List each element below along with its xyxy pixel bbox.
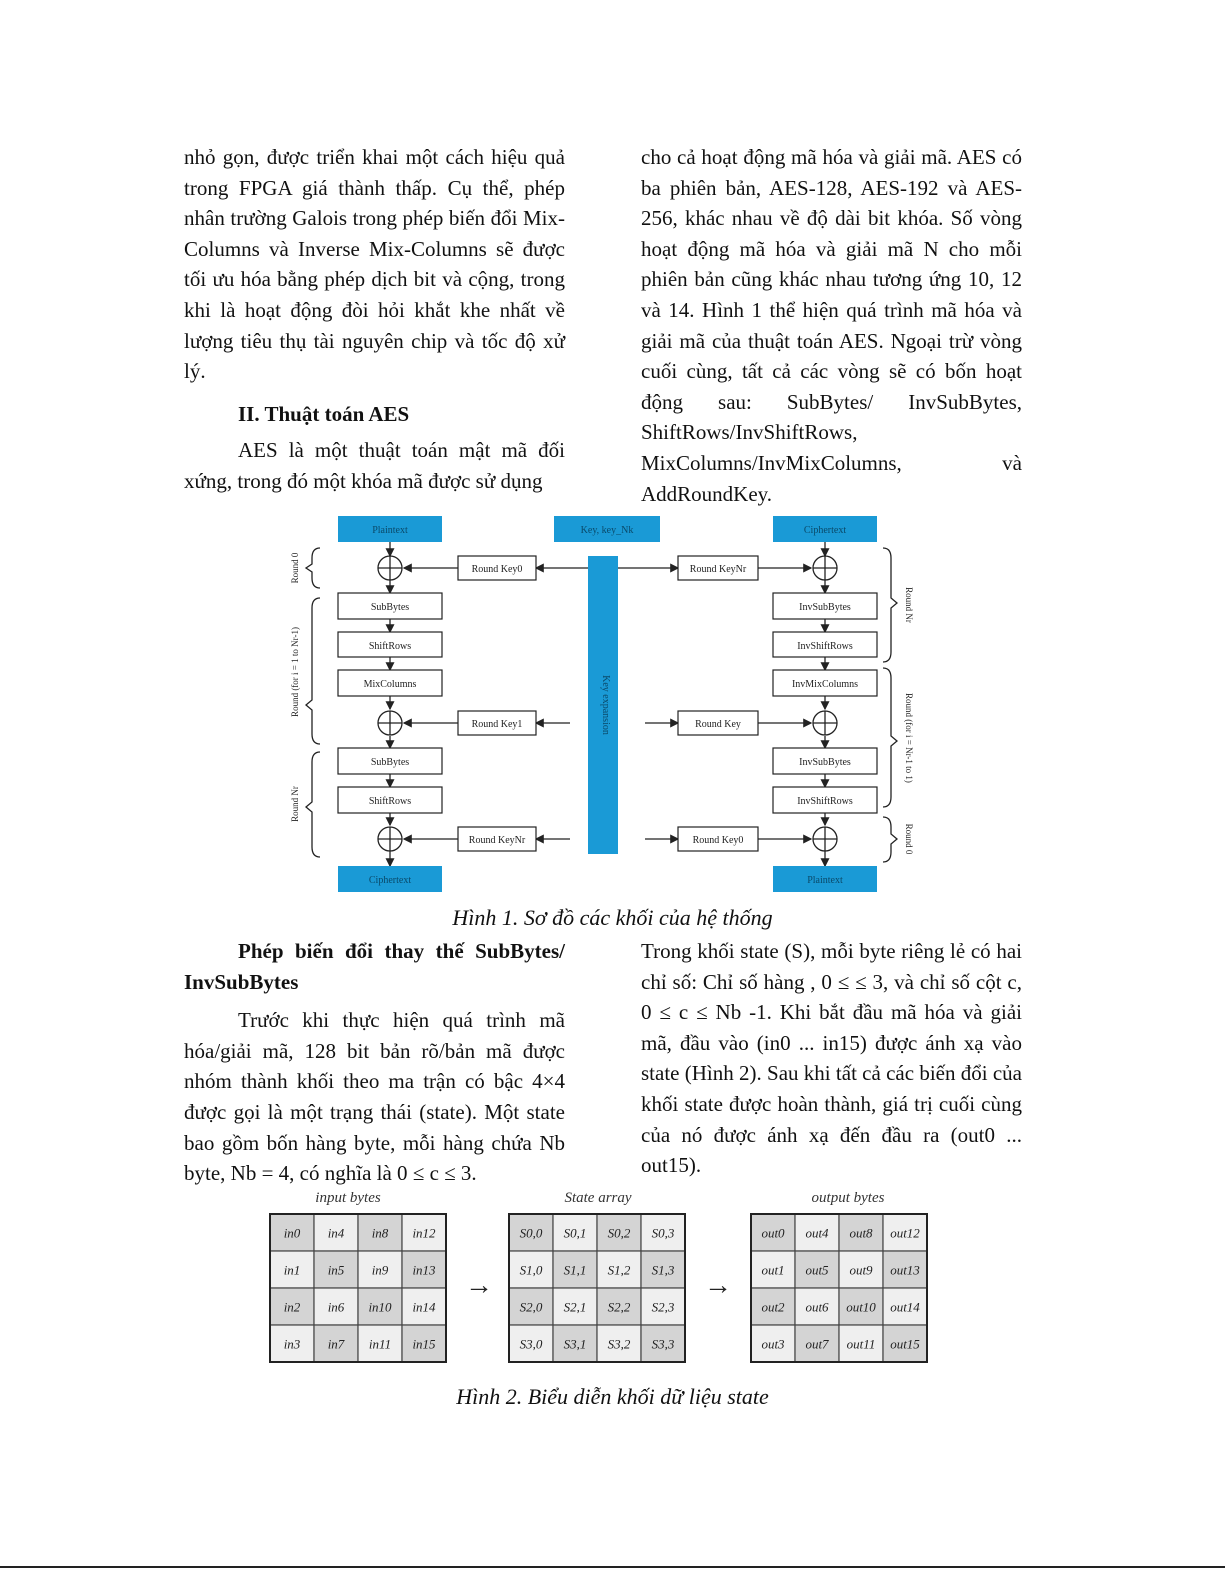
right-plaintext-label: Plaintext bbox=[807, 875, 843, 886]
grid-cell-label: S1,3 bbox=[651, 1262, 675, 1278]
left-round-label: Round 0 bbox=[290, 552, 300, 584]
state-array-title: State array bbox=[564, 1190, 632, 1206]
left-round-key: Round Key0 bbox=[471, 564, 523, 575]
grid-cell-label: S0,0 bbox=[519, 1225, 543, 1241]
section-heading: II. Thuật toán AES bbox=[238, 401, 410, 426]
grid-cell-label: out0 bbox=[761, 1225, 785, 1241]
left-block: MixColumns bbox=[363, 679, 417, 690]
state-array-figure bbox=[262, 1182, 962, 1364]
grid-cell-label: in15 bbox=[412, 1336, 436, 1352]
grid-cell-label: S3,3 bbox=[651, 1336, 675, 1352]
left-round-key: Round KeyNr bbox=[468, 835, 526, 846]
grid-cell-label: S3,1 bbox=[563, 1336, 587, 1352]
paragraph: Trước khi thực hiện quá trình mã hóa/giải mã, 128 bit bản rõ/bản mã được nhóm thành khối theo ma trận có bậc 4×4 được gọi là một trạng thái (state). Một state bao gồm bốn hàng byte, mỗi hàng chứa Nb byte, Nb = 4, có nghĩa là 0 ≤ c ≤ 3. bbox=[184, 1008, 565, 1186]
state-grid bbox=[509, 1214, 685, 1362]
grid-cell-label: out7 bbox=[805, 1336, 829, 1352]
right-block: InvMixColumns bbox=[791, 679, 859, 690]
paragraph: Trong khối state (S), mỗi byte riêng lẻ có hai chỉ số: Chỉ số hàng , 0 ≤ ≤ 3, và chỉ số cột c, 0 ≤ c ≤ Nb -1. Khi bắt đầu mã hóa và giải mã, đầu vào (in0 ... in15) được ánh xạ vào state (Hình 2). Sau khi tất cả các biến đổi của khối state được hoàn thành, giá trị cuối cùng của nó được ánh xạ đến đầu ra (out0 ... out15). bbox=[641, 939, 1022, 1178]
grid-cell-label: out4 bbox=[805, 1225, 829, 1241]
grid-cell-label: out10 bbox=[846, 1299, 876, 1315]
left-round-label: Round Nr bbox=[290, 786, 300, 822]
grid-cell-label: out2 bbox=[761, 1299, 785, 1315]
grid-cell-label: S0,1 bbox=[563, 1225, 587, 1241]
right-round-key: Round Key0 bbox=[692, 835, 744, 846]
aes-block-diagram bbox=[280, 512, 920, 896]
output-grid bbox=[751, 1214, 927, 1362]
subsection-heading: Phép biến đổi thay thế SubBytes/ InvSubBytes bbox=[184, 939, 565, 994]
left-round-label: Round (for i = 1 to Nr-1) bbox=[290, 627, 300, 717]
grid-cell-label: out3 bbox=[761, 1336, 785, 1352]
right-block: InvShiftRows bbox=[797, 796, 853, 807]
grid-cell-label: S2,2 bbox=[607, 1299, 631, 1315]
grid-cell-label: S3,0 bbox=[519, 1336, 543, 1352]
grid-cell-label: in2 bbox=[283, 1299, 301, 1315]
left-column-bottom bbox=[184, 936, 565, 1189]
grid-cell-label: out14 bbox=[890, 1299, 920, 1315]
left-block: SubBytes bbox=[370, 602, 410, 613]
right-block: InvShiftRows bbox=[797, 641, 853, 652]
grid-cell-label: in12 bbox=[412, 1225, 436, 1241]
right-round-key: Round Key bbox=[695, 719, 741, 730]
grid-cell-label: S1,2 bbox=[607, 1262, 631, 1278]
input-bytes-title: input bytes bbox=[315, 1190, 381, 1206]
left-round-key: Round Key1 bbox=[471, 719, 523, 730]
input-grid bbox=[270, 1214, 446, 1362]
arrow-icon: → bbox=[704, 1270, 732, 1301]
figure1-caption: Hình 1. Sơ đồ các khối của hệ thống bbox=[452, 905, 773, 930]
left-block: SubBytes bbox=[370, 757, 410, 768]
grid-cell-label: out11 bbox=[846, 1336, 876, 1352]
grid-cell-label: out9 bbox=[849, 1262, 873, 1278]
output-bytes-title: output bytes bbox=[811, 1190, 885, 1206]
grid-cell-label: in7 bbox=[327, 1336, 345, 1352]
left-ciphertext-label: Ciphertext bbox=[368, 875, 412, 886]
grid-cell-label: in6 bbox=[327, 1299, 345, 1315]
grid-cell-label: in9 bbox=[371, 1262, 389, 1278]
grid-cell-label: in10 bbox=[368, 1299, 392, 1315]
grid-cell-label: in0 bbox=[283, 1225, 301, 1241]
paragraph: AES là một thuật toán mật mã đối xứng, trong đó một khóa mã được sử dụng bbox=[184, 438, 565, 493]
grid-cell-label: S0,3 bbox=[651, 1225, 675, 1241]
grid-cell-label: S2,0 bbox=[519, 1299, 543, 1315]
grid-cell-label: out8 bbox=[849, 1225, 873, 1241]
figure2-caption: Hình 2. Biểu diễn khối dữ liệu state bbox=[456, 1384, 769, 1409]
right-block: InvSubBytes bbox=[799, 757, 851, 768]
right-ciphertext-label: Ciphertext bbox=[803, 525, 847, 536]
grid-cell-label: S2,1 bbox=[563, 1299, 587, 1315]
paragraph: nhỏ gọn, được triển khai một cách hiệu quả trong FPGA giá thành thấp. Cụ thể, phép nhân trường Galois trong phép biến đổi Mix-Columns và Inverse Mix-Columns sẽ được tối ưu hóa bằng phép dịch bit và cộng, trong khi là hoạt động đòi hỏi khắt khe nhất về lượng tiêu thụ tài nguyên chip và tốc độ xử lý. bbox=[184, 145, 565, 384]
left-block: ShiftRows bbox=[368, 641, 412, 652]
grid-cell-label: in8 bbox=[371, 1225, 389, 1241]
grid-cell-label: out12 bbox=[890, 1225, 920, 1241]
right-round-label: Round Nr bbox=[904, 587, 914, 623]
grid-cell-label: S1,0 bbox=[519, 1262, 543, 1278]
left-plaintext-label: Plaintext bbox=[372, 525, 408, 536]
left-column-top bbox=[184, 142, 565, 497]
key-label: Key, key_Nk bbox=[580, 525, 634, 536]
grid-cell-label: in14 bbox=[412, 1299, 436, 1315]
grid-cell-label: in1 bbox=[283, 1262, 301, 1278]
right-column-top bbox=[641, 142, 1022, 509]
grid-cell-label: S1,1 bbox=[563, 1262, 587, 1278]
grid-cell-label: in5 bbox=[327, 1262, 345, 1278]
grid-cell-label: S3,2 bbox=[607, 1336, 631, 1352]
grid-cell-label: in13 bbox=[412, 1262, 436, 1278]
grid-cell-label: out5 bbox=[805, 1262, 829, 1278]
right-round-label: Round (for i = Nr-1 to 1) bbox=[904, 693, 914, 783]
right-column-bottom bbox=[641, 936, 1022, 1181]
grid-cell-label: out13 bbox=[890, 1262, 920, 1278]
paragraph: cho cả hoạt động mã hóa và giải mã. AES có ba phiên bản, AES-128, AES-192 và AES-256, khác nhau về độ dài bit khóa. Số vòng hoạt động mã hóa và giải mã N cho mỗi phiên bản cũng khác nhau tương ứng 10, 12 và 14. Hình 1 thể hiện quá trình mã hóa và giải mã của thuật toán AES. Ngoại trừ vòng cuối cùng, tất cả các vòng sẽ có bốn hoạt động sau: SubBytes/ InvSubBytes, ShiftRows/InvShiftRows, MixColumns/InvMixColumns, và AddRoundKey. bbox=[641, 145, 1022, 506]
grid-cell-label: out1 bbox=[761, 1262, 785, 1278]
key-expansion-label: Key expansion bbox=[600, 675, 611, 735]
grid-cell-label: in11 bbox=[368, 1336, 392, 1352]
grid-cell-label: out6 bbox=[805, 1299, 829, 1315]
right-round-key: Round KeyNr bbox=[689, 564, 747, 575]
grid-cell-label: S2,3 bbox=[651, 1299, 675, 1315]
arrow-icon: → bbox=[465, 1270, 493, 1301]
page-bottom-rule bbox=[0, 1566, 1225, 1568]
grid-cell-label: S0,2 bbox=[607, 1225, 631, 1241]
left-block: ShiftRows bbox=[368, 796, 412, 807]
right-block: InvSubBytes bbox=[799, 602, 851, 613]
right-round-label: Round 0 bbox=[904, 823, 914, 855]
grid-cell-label: out15 bbox=[890, 1336, 920, 1352]
grid-cell-label: in4 bbox=[327, 1225, 345, 1241]
grid-cell-label: in3 bbox=[283, 1336, 301, 1352]
